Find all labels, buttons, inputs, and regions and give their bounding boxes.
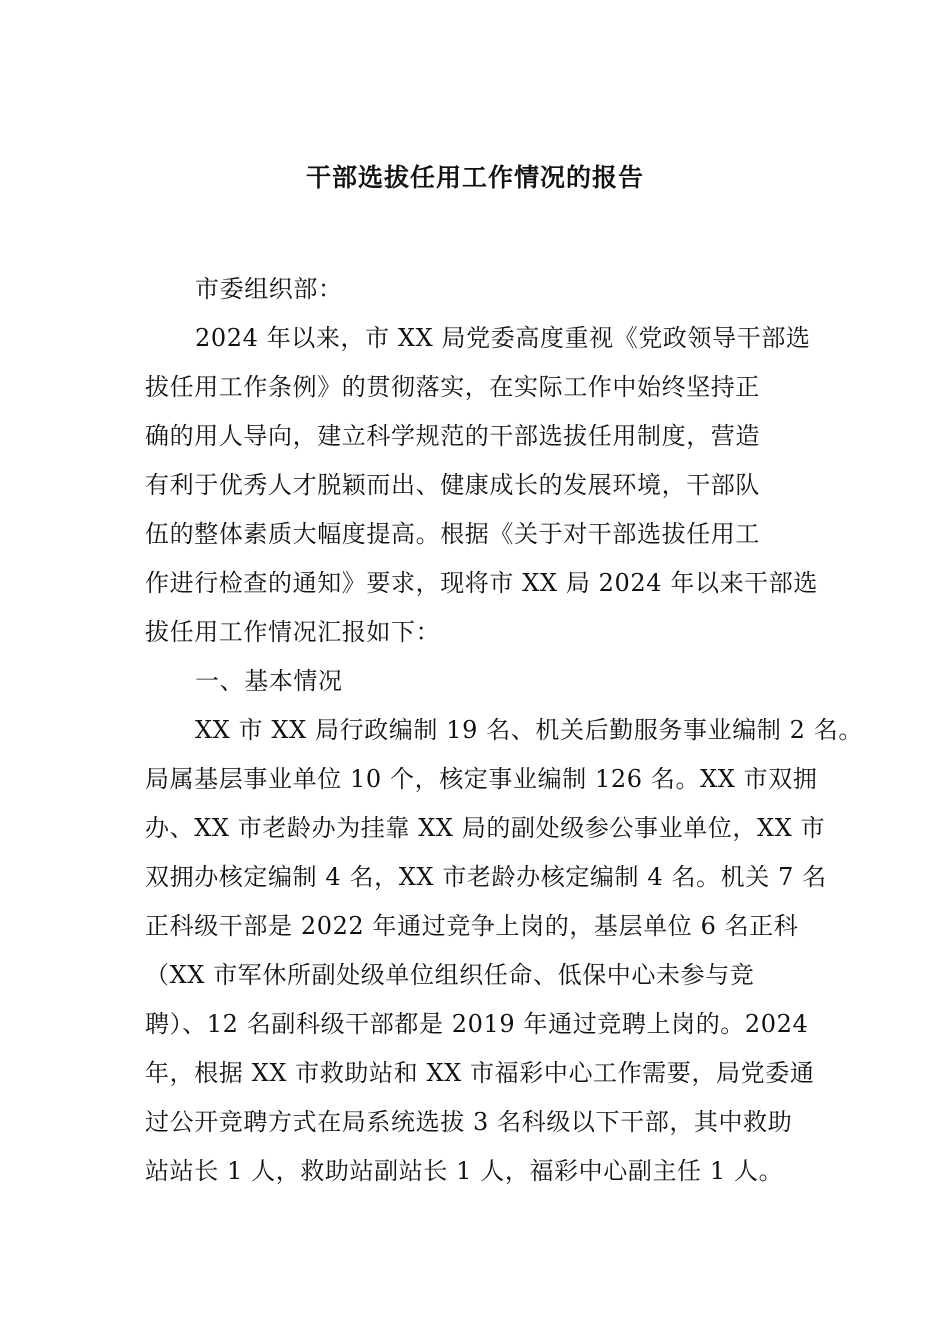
text-line: 拔任用工作情况汇报如下： (145, 618, 441, 646)
text-line: 拔任用工作条例》的贯彻落实，在实际工作中始终坚持正 (145, 373, 760, 401)
text-line: 局属基层事业单位 10 个，核定事业编制 126 名。XX 市双拥 (145, 765, 818, 793)
text-line: 伍的整体素质大幅度提高。根据《关于对干部选拔任用工 (145, 520, 760, 548)
text-line: 作进行检查的通知》要求，现将市 XX 局 2024 年以来干部选 (145, 569, 818, 597)
text-line: 办、XX 市老龄办为挂靠 XX 局的副处级参公事业单位，XX 市 (145, 814, 826, 842)
text-line: 正科级干部是 2022 年通过竞争上岗的，基层单位 6 名正科 (145, 912, 799, 940)
text-line: 双拥办核定编制 4 名，XX 市老龄办核定编制 4 名。机关 7 名 (145, 863, 827, 891)
text-line: （XX 市军休所副处级单位组织任命、低保中心未参与竞 (145, 961, 755, 989)
body-text (145, 314, 863, 1196)
text-line: 年，根据 XX 市救助站和 XX 市福彩中心工作需要，局党委通 (145, 1059, 815, 1087)
text-line: 过公开竞聘方式在局系统选拔 3 名科级以下干部，其中救助 (145, 1108, 793, 1136)
text-line: 有利于优秀人才脱颖而出、健康成长的发展环境，干部队 (145, 471, 760, 499)
text-line: 确的用人导向，建立科学规范的干部选拔任用制度，营造 (145, 422, 760, 450)
text-line: 站站长 1 人，救助站副站长 1 人，福彩中心副主任 1 人。 (145, 1157, 784, 1185)
text-line: 2024 年以来，市 XX 局党委高度重视《党政领导干部选 (195, 324, 811, 352)
document-body (145, 265, 863, 1196)
text-line: 聘）、12 名副科级干部都是 2019 年通过竞聘上岗的。2024 (145, 1010, 809, 1038)
section-heading: 一、基本情况 (195, 667, 343, 695)
text-line: XX 市 XX 局行政编制 19 名、机关后勤服务事业编制 2 名。 (195, 716, 863, 744)
salutation: 市委组织部： (195, 275, 343, 303)
document-title: 干部选拔任用工作情况的报告 (305, 163, 644, 192)
